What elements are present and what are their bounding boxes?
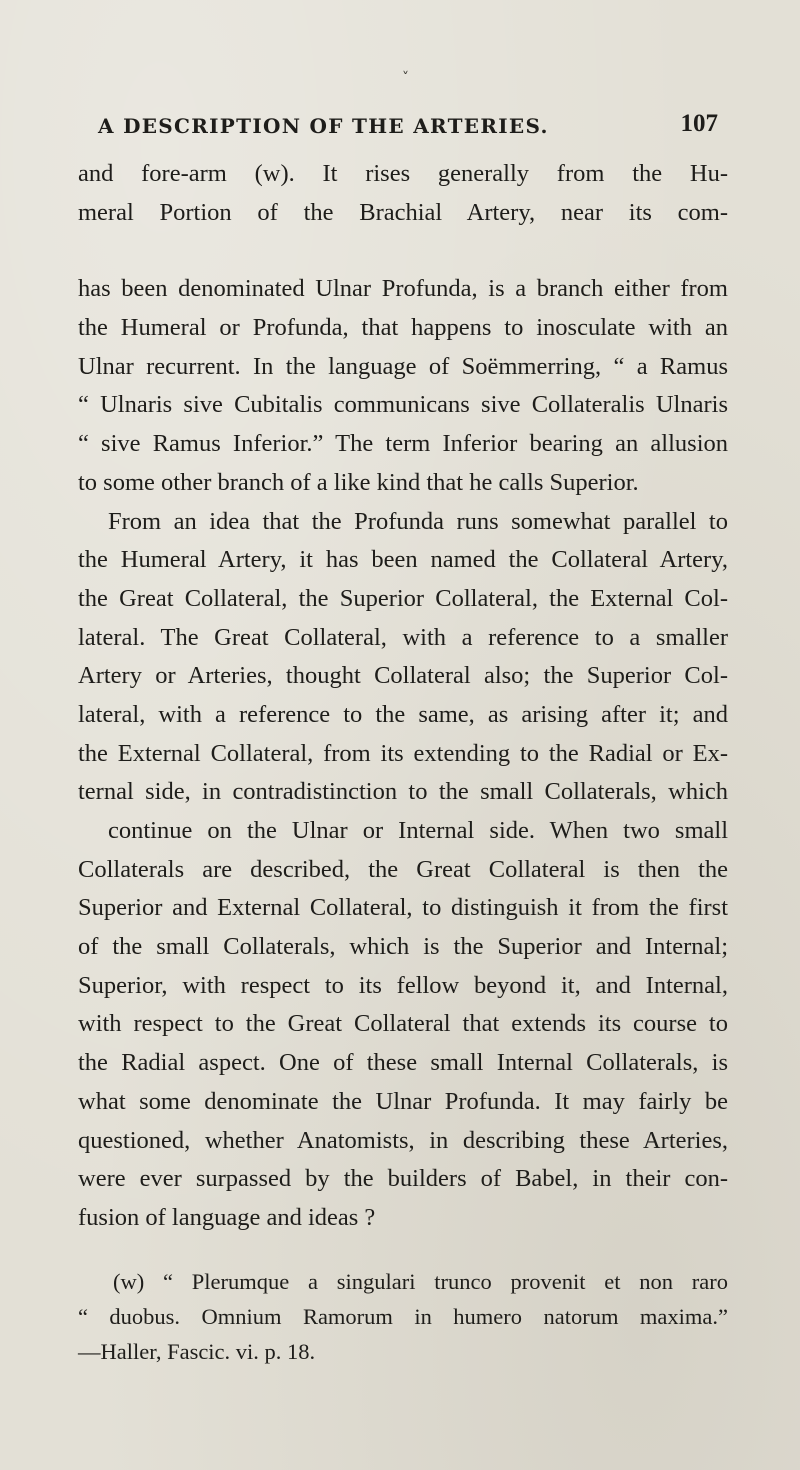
text-line: Superior, with respect to its fellow beyond it, and Internal, bbox=[78, 971, 728, 999]
text-line: fusion of language and ideas ? bbox=[78, 1203, 376, 1231]
footnote-gap bbox=[78, 1238, 728, 1264]
text-line: the External Collateral, from its extending to the Radial or Ex- bbox=[78, 739, 728, 767]
text-line: were ever surpassed by the builders of Babel, in their con- bbox=[78, 1165, 728, 1193]
text-line: the Great Collateral, the Superior Collateral, the External Col- bbox=[78, 584, 728, 612]
footnote-line: (w) “ Plerumque a singulari trunco provenit et non raro bbox=[113, 1268, 728, 1294]
page-header bbox=[98, 110, 718, 140]
paragraph-collateral bbox=[78, 503, 728, 1238]
text-line: questioned, whether Anatomists, in describing these Arteries, bbox=[78, 1126, 728, 1154]
text-line: continue on the Ulnar or Internal side. When two small bbox=[108, 817, 728, 844]
text-line: lateral. The Great Collateral, with a reference to a smaller bbox=[78, 623, 728, 651]
body-text bbox=[78, 155, 728, 1369]
text-line: Ulnar recurrent. In the language of Soëmmerring, “ a Ramus bbox=[78, 352, 728, 380]
text-line: From an idea that the Profunda runs somewhat parallel to bbox=[108, 507, 728, 535]
text-line: the Humeral or Profunda, that happens to inosculate with an bbox=[78, 314, 728, 342]
text-line: “ Ulnaris sive Cubitalis communicans sive Collateralis Ulnaris bbox=[78, 391, 728, 419]
text-line: ternal side, in contradistinction to the small Collaterals, which bbox=[78, 778, 728, 806]
text-line: Collaterals are described, the Great Collateral is then the bbox=[78, 855, 728, 883]
text-line: “ sive Ramus Inferior.” The term Inferior bearing an allusion bbox=[78, 430, 728, 458]
page-mark: ˅ bbox=[402, 70, 409, 86]
text-line: Artery or Arteries, thought Collateral also; the Superior Col- bbox=[78, 662, 728, 690]
paragraph-continued bbox=[78, 155, 728, 232]
footnote-line: “ duobus. Omnium Ramorum in humero natorum maxima.” bbox=[78, 1303, 728, 1329]
text-line: what some denominate the Ulnar Profunda. It may fairly be bbox=[78, 1087, 728, 1115]
text-line: of the small Collaterals, which is the Superior and Internal; bbox=[78, 933, 728, 961]
text-line: Superior and External Collateral, to distinguish it from the first bbox=[78, 894, 728, 922]
footnote bbox=[78, 1264, 728, 1369]
footnote-citation: —Haller, Fascic. vi. p. 18. bbox=[78, 1338, 316, 1364]
text-line: meral Portion of the Brachial Artery, near its com- bbox=[78, 198, 728, 226]
running-head: A DESCRIPTION OF THE ARTERIES. bbox=[98, 114, 549, 138]
text-line: the Humeral Artery, it has been named the Collateral Artery, bbox=[78, 546, 728, 574]
text-line: to some other branch of a like kind that he calls Superior. bbox=[78, 468, 639, 496]
paragraph-ulnar-profunda bbox=[78, 270, 728, 502]
text-line: lateral, with a reference to the same, as arising after it; and bbox=[78, 700, 728, 728]
page-gap bbox=[78, 232, 728, 270]
page-number: 107 bbox=[680, 110, 718, 137]
text-line: with respect to the Great Collateral that extends its course to bbox=[78, 1010, 728, 1038]
text-line: has been denominated Ulnar Profunda, is a branch either from bbox=[78, 275, 728, 303]
text-line: the Radial aspect. One of these small Internal Collaterals, is bbox=[78, 1049, 728, 1077]
text-line: and fore-arm (w). It rises generally from the Hu- bbox=[78, 160, 728, 187]
